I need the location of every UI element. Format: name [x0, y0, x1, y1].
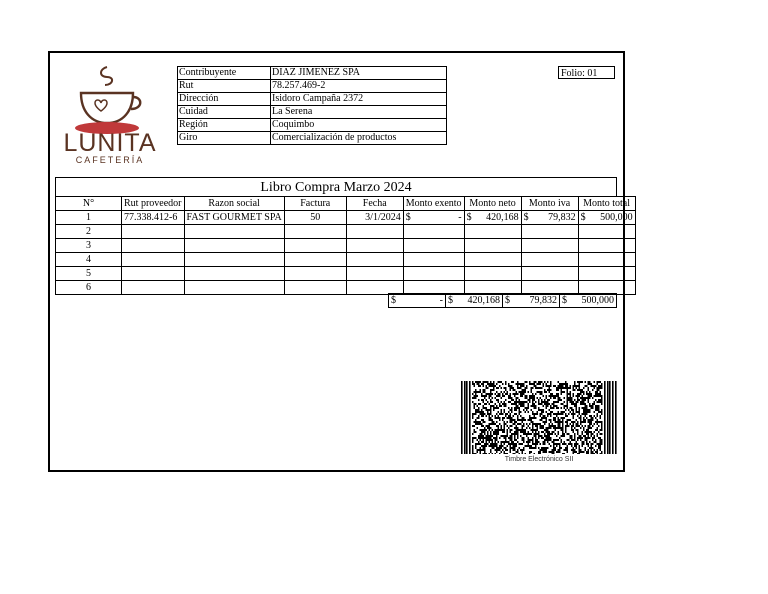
amount-value: -: [439, 294, 443, 306]
info-row: [178, 93, 447, 106]
table-row: [56, 225, 636, 239]
column-header: Factura: [284, 197, 346, 211]
timbre-label: Timbre Electrónico SII: [504, 456, 574, 463]
currency-symbol: $: [523, 211, 529, 223]
info-value: DIAZ JIMENEZ SPA: [271, 67, 447, 80]
row-number: 5: [56, 267, 122, 281]
info-row: [178, 106, 447, 119]
amount-value: 79,832: [548, 211, 576, 223]
info-key: Dirección: [178, 93, 271, 106]
info-key: Región: [178, 119, 271, 132]
table-row: [56, 267, 636, 281]
currency-symbol: $: [466, 211, 472, 223]
ledger-header-row: [56, 197, 636, 211]
total-net: [446, 294, 503, 308]
currency-symbol: $: [580, 211, 586, 223]
invoice-number: 50: [284, 211, 346, 225]
logo-wordmark: LUNITA: [63, 129, 157, 157]
column-header: N°: [56, 197, 122, 211]
table-row: [56, 239, 636, 253]
totals-row: [389, 294, 617, 308]
taxpayer-info-table: [177, 66, 447, 145]
logo-subtitle: CAFETERÍA: [75, 155, 145, 165]
info-row: [178, 132, 447, 145]
totals-table: [388, 293, 617, 308]
pdf417-barcode-icon: [461, 381, 617, 454]
amount-value: 500,000: [581, 294, 614, 306]
info-value: Isidoro Campaña 2372: [271, 93, 447, 106]
row-number: 4: [56, 253, 122, 267]
table-row: [56, 211, 636, 225]
currency-symbol: $: [505, 294, 510, 306]
column-header: Rut proveedor: [122, 197, 185, 211]
info-key: Rut: [178, 80, 271, 93]
info-row: [178, 80, 447, 93]
supplier-rut: 77.338.412-6: [122, 211, 185, 225]
column-header: Monto iva: [521, 197, 578, 211]
column-header: Monto exento: [403, 197, 464, 211]
info-value: 78.257.469-2: [271, 80, 447, 93]
column-header: Monto neto: [464, 197, 521, 211]
column-header: Fecha: [346, 197, 403, 211]
net-amount: [464, 211, 521, 225]
amount-value: -: [458, 211, 462, 223]
table-row: [56, 253, 636, 267]
row-number: 6: [56, 281, 122, 295]
amount-value: 420,168: [467, 294, 500, 306]
currency-symbol: $: [448, 294, 453, 306]
amount-value: 79,832: [529, 294, 557, 306]
info-key: Cuidad: [178, 106, 271, 119]
total-grand: [560, 294, 617, 308]
total-exempt: [389, 294, 446, 308]
info-key: Contribuyente: [178, 67, 271, 80]
row-number: 1: [56, 211, 122, 225]
purchase-ledger-table: [55, 196, 636, 295]
business-name: FAST GOURMET SPA: [184, 211, 284, 225]
total-iva: [503, 294, 560, 308]
info-key: Giro: [178, 132, 271, 145]
info-row: [178, 67, 447, 80]
currency-symbol: $: [391, 294, 396, 306]
column-header: Monto total: [578, 197, 635, 211]
currency-symbol: $: [562, 294, 567, 306]
exempt-amount: [403, 211, 464, 225]
row-number: 3: [56, 239, 122, 253]
iva-amount: [521, 211, 578, 225]
info-value: Coquimbo: [271, 119, 447, 132]
amount-value: 420,168: [486, 211, 519, 223]
total-amount: [578, 211, 635, 225]
folio-box: Folio: 01: [558, 66, 615, 79]
info-value: La Serena: [271, 106, 447, 119]
amount-value: 500,000: [600, 211, 633, 223]
info-row: [178, 119, 447, 132]
ledger-title: Libro Compra Marzo 2024: [55, 177, 617, 196]
row-number: 2: [56, 225, 122, 239]
invoice-date: 3/1/2024: [346, 211, 403, 225]
currency-symbol: $: [405, 211, 411, 223]
column-header: Razon social: [184, 197, 284, 211]
info-value: Comercialización de productos: [271, 132, 447, 145]
